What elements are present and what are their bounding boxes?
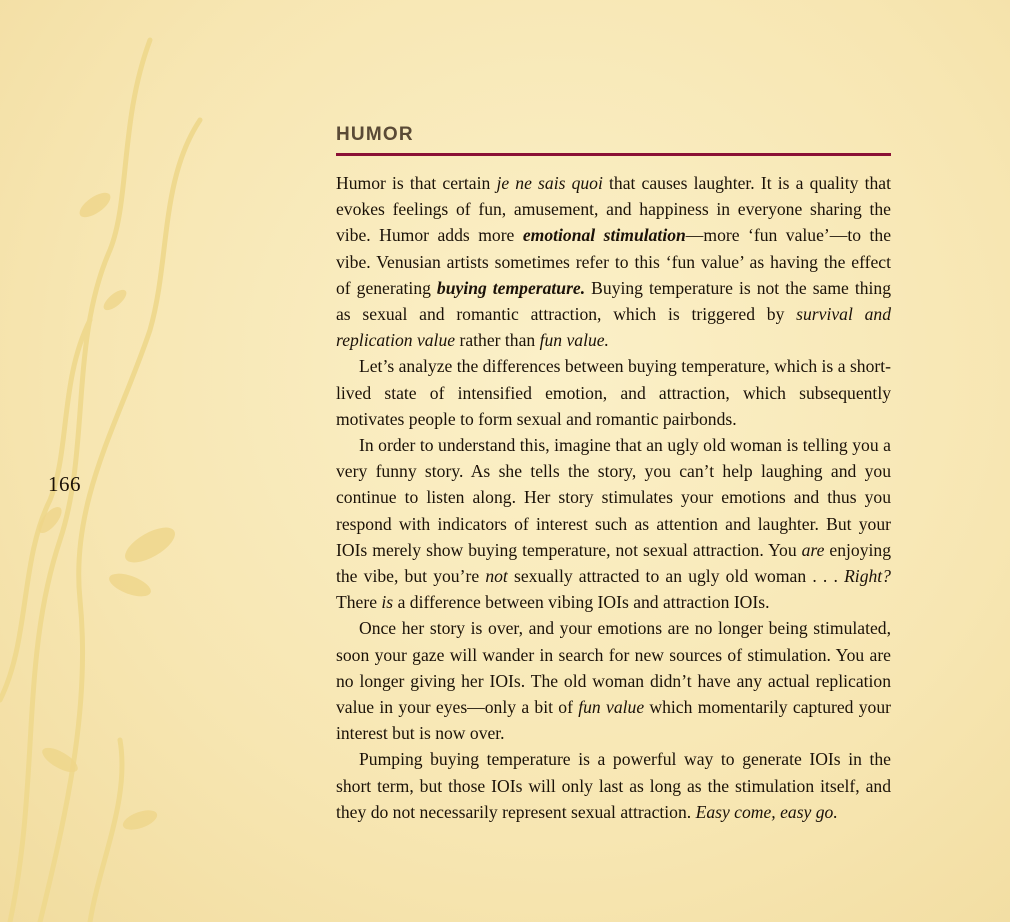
paragraph — [336, 615, 891, 746]
text-run: Once her story is over, and your emotions are no longer being stimulated, soon your gaze will wander in search for new sources of stimulation. You are no longer giving her IOIs. The old woman didn’t have any actual replication value in your eyes—only a bit of — [336, 618, 891, 718]
text-run: sexually attracted to an ugly old woman . . . — [507, 566, 845, 587]
paragraph — [336, 746, 891, 825]
text-run: that causes laughter. It is a quality that evokes feelings of fun, amusement, and happiness in everyone sharing the vibe. Humor adds more — [336, 173, 891, 246]
paragraph — [336, 432, 891, 615]
italic-text: are — [801, 539, 825, 560]
italic-text: is — [381, 592, 394, 613]
text-run: Pumping buying temperature is a powerful way to generate IOIs in the short term, but those IOIs will only last as long as the stimulation itself, and they do not necessarily represent sexual attraction. — [336, 749, 891, 822]
italic-text: survival and replication value — [336, 304, 892, 351]
italic-text: je ne sais quoi — [496, 173, 603, 193]
section-heading: HUMOR — [336, 124, 414, 145]
vine-decoration — [0, 0, 260, 922]
text-run: a difference between vibing IOIs and attraction IOIs. — [393, 592, 770, 613]
paragraph — [336, 353, 891, 432]
page-number: 166 — [48, 472, 81, 496]
body-text — [336, 170, 891, 825]
text-run: which momentarily captured your interest but is now over. — [336, 697, 891, 744]
italic-text: Right? — [844, 566, 891, 587]
italic-text: not — [485, 566, 508, 587]
bold-italic-term: emotional stimulation — [522, 225, 686, 246]
italic-text: Easy come, easy go. — [695, 801, 838, 822]
text-run: rather than — [455, 330, 540, 351]
paragraph — [336, 170, 891, 353]
italic-text: fun value. — [539, 330, 609, 351]
bold-italic-term: buying temperature. — [436, 277, 586, 298]
text-run: enjoying the vibe, but you’re — [336, 539, 891, 587]
heading-rule — [336, 153, 891, 156]
text-run: In order to understand this, imagine that an ugly old woman is telling you a very funny story. As she tells the story, you can’t help laughing and you continue to listen along. Her story stimulates your emotions and thus you respond with indicators of interest such as attention and laughter. But your IOIs merely show buying temperature, not sexual attraction. You — [336, 435, 891, 560]
article-section — [336, 124, 891, 825]
italic-text: fun value — [578, 697, 645, 718]
text-run: —more ‘fun value’—to the vibe. Venusian artists sometimes refer to this ‘fun value’ as having the effect of generating — [336, 225, 892, 298]
text-run: Buying temperature is not the same thing as sexual and romantic attraction, which is triggered by — [336, 277, 892, 325]
text-run: There — [336, 592, 382, 613]
text-run: Humor is that certain — [336, 173, 497, 193]
text-run: Let’s analyze the differences between buying temperature, which is a short-lived state of intensified emotion, and attraction, which subsequently motivates people to form sexual and romantic pairbonds. — [336, 356, 891, 429]
